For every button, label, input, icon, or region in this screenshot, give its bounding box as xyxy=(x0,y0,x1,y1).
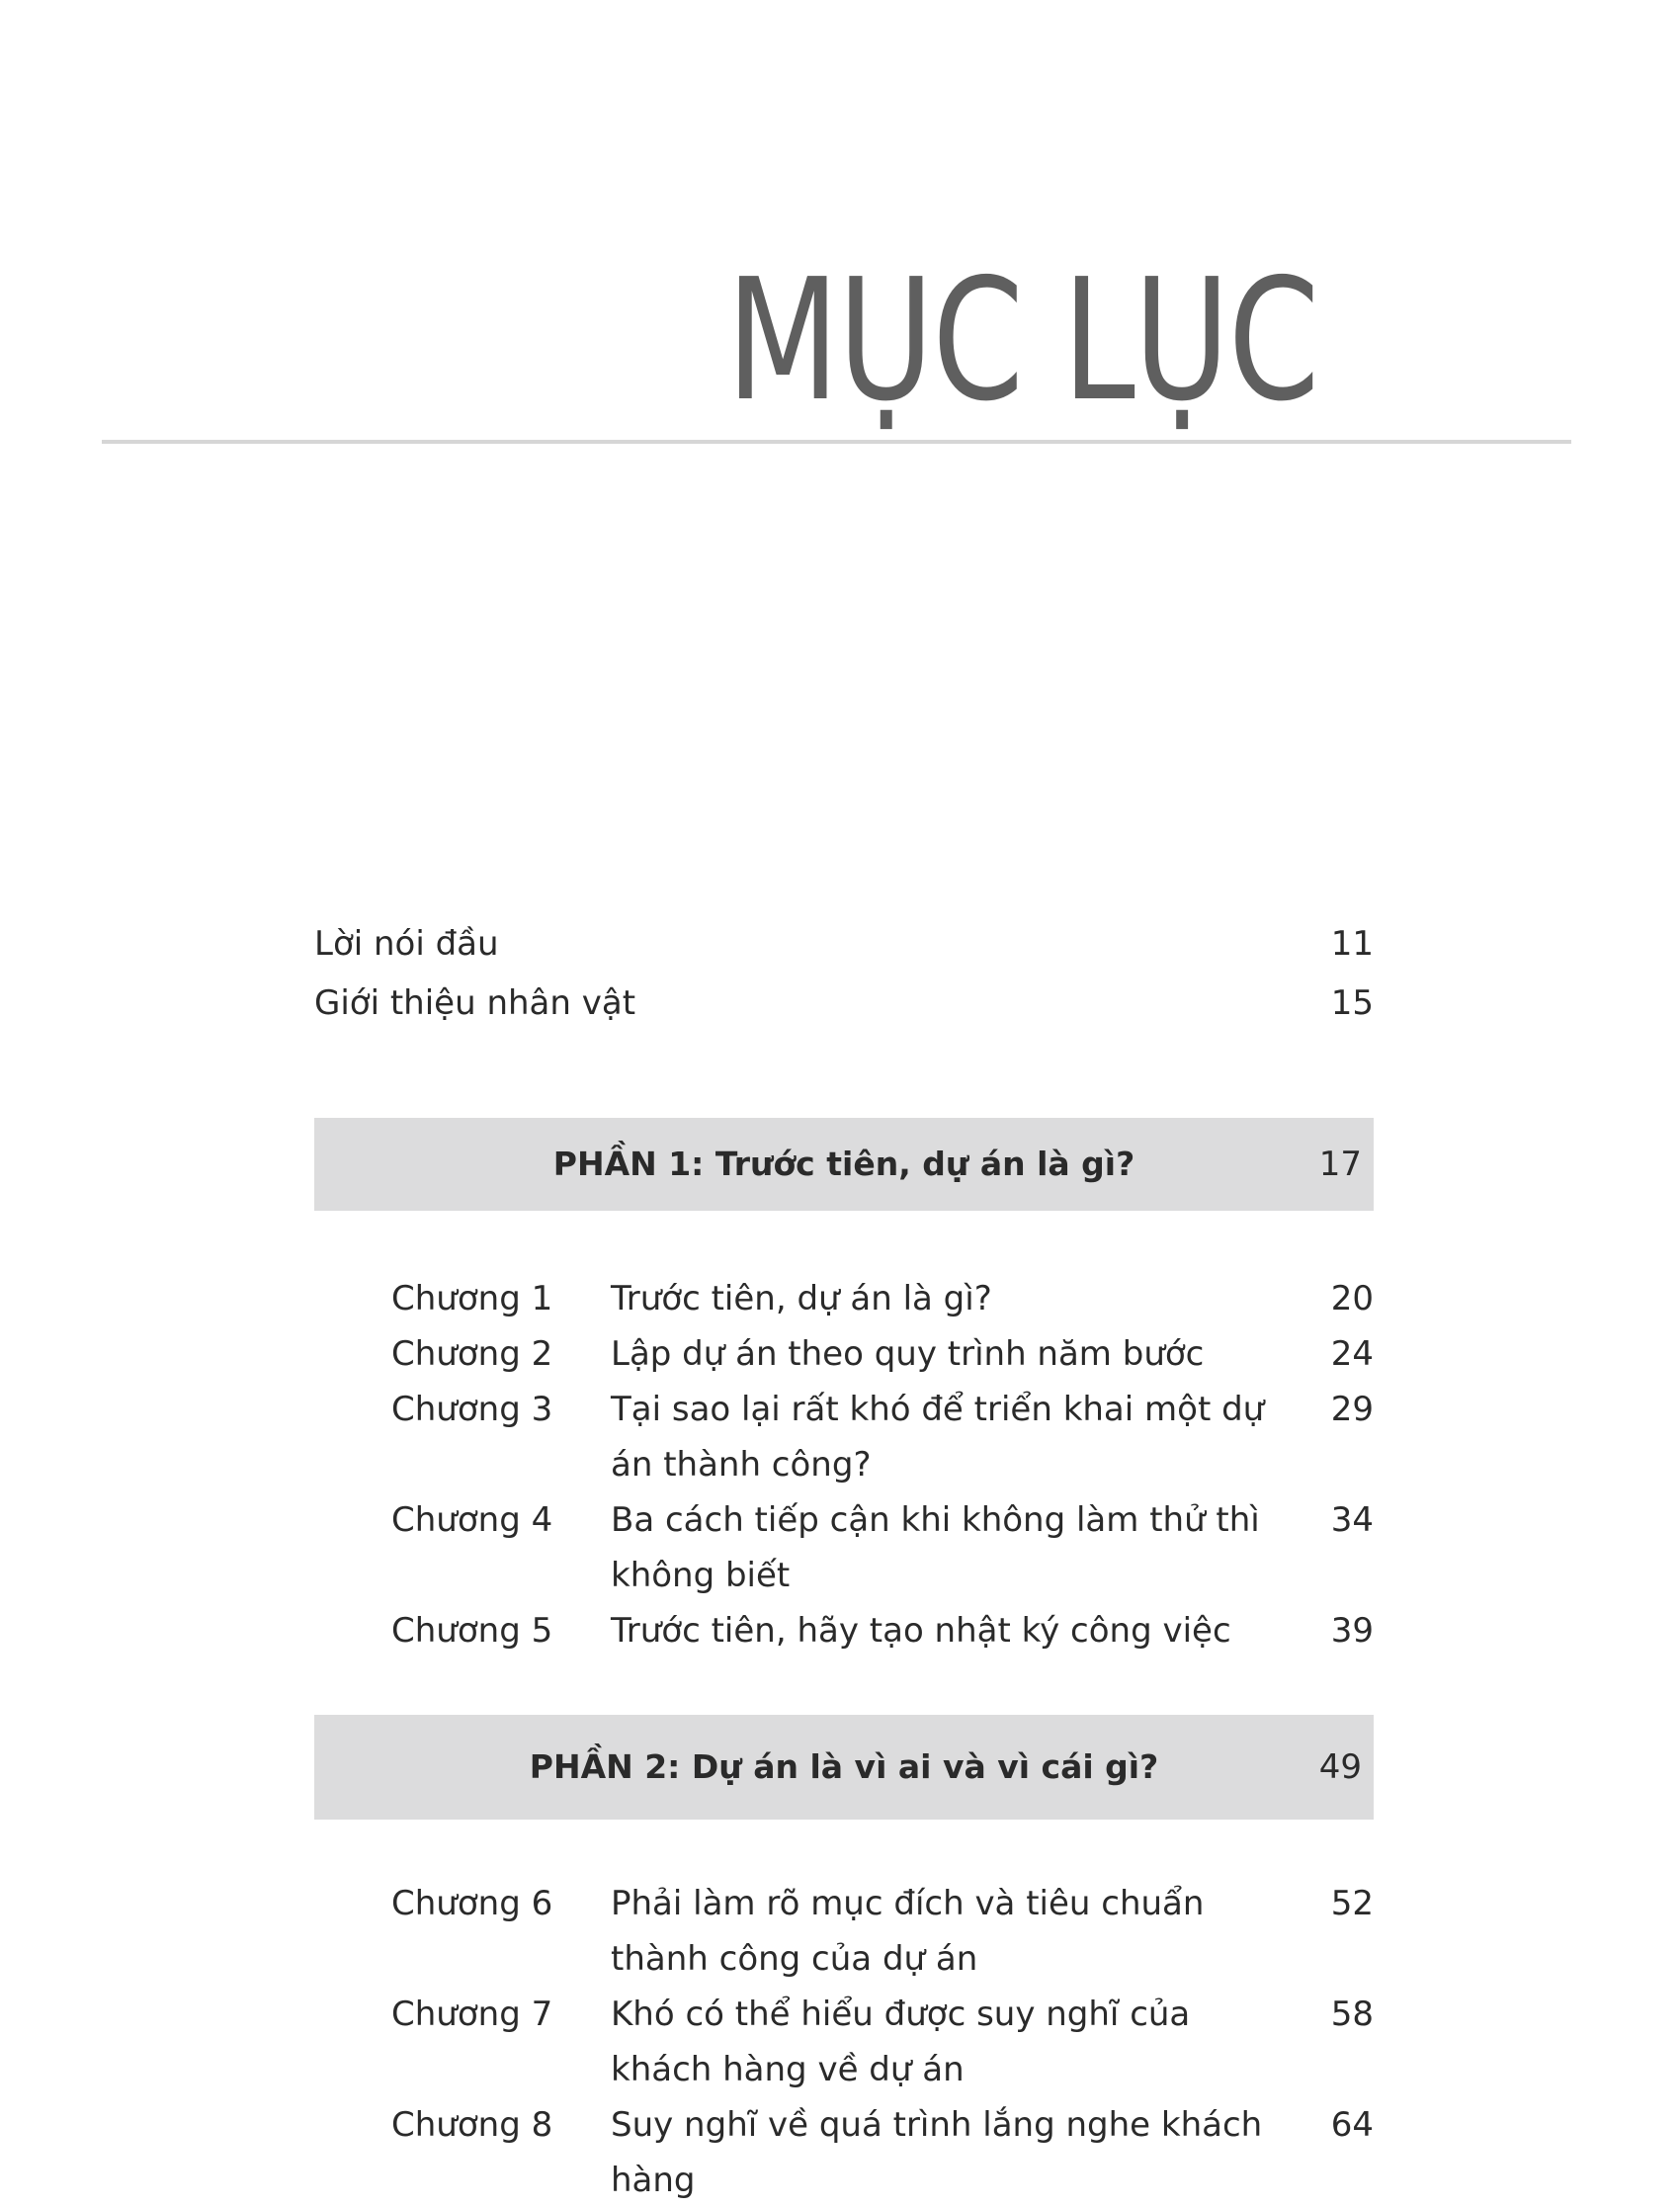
toc-entry-title: Lời nói đầu xyxy=(314,924,499,964)
chapter-page: 24 xyxy=(1330,1334,1374,1374)
chapter-label: Chương 4 xyxy=(391,1500,553,1540)
chapter-entry-8[interactable] xyxy=(391,2097,1374,2208)
part-page: 17 xyxy=(1318,1145,1362,1184)
toc-entry-preface[interactable] xyxy=(314,914,1374,974)
part-1-chapter-list xyxy=(391,1271,1374,1658)
chapter-page: 39 xyxy=(1330,1611,1374,1651)
chapter-page: 58 xyxy=(1330,1995,1374,2034)
chapter-label: Chương 2 xyxy=(391,1334,553,1374)
chapter-label: Chương 7 xyxy=(391,1995,553,2034)
chapter-title: Khó có thể hiểu được suy nghĩ của khách hàng về dự án xyxy=(611,1995,1191,2089)
part-title: PHẦN 1: Trước tiên, dự án là gì? xyxy=(552,1145,1135,1183)
chapter-label: Chương 8 xyxy=(391,2105,553,2145)
chapter-title: Phải làm rõ mục đích và tiêu chuẩn thành công của dự án xyxy=(611,1884,1205,1979)
chapter-page: 64 xyxy=(1330,2105,1374,2145)
toc-entry-page: 15 xyxy=(1330,983,1374,1023)
page-title: MỤC LỤC xyxy=(726,243,1318,439)
chapter-entry-6[interactable] xyxy=(391,1876,1374,1987)
chapter-entry-5[interactable] xyxy=(391,1603,1374,1658)
chapter-page: 34 xyxy=(1330,1500,1374,1540)
title-divider xyxy=(102,440,1571,444)
chapter-entry-3[interactable] xyxy=(391,1382,1374,1492)
chapter-page: 29 xyxy=(1330,1390,1374,1429)
chapter-title: Ba cách tiếp cận khi không làm thử thì không biết xyxy=(611,1500,1260,1595)
toc-entry-characters[interactable] xyxy=(314,974,1374,1033)
chapter-title: Suy nghĩ về quá trình lắng nghe khách hàng xyxy=(611,2105,1263,2200)
part-title: PHẦN 2: Dự án là vì ai và vì cái gì? xyxy=(529,1747,1159,1786)
chapter-title: Lập dự án theo quy trình năm bước xyxy=(611,1334,1205,1374)
chapter-label: Chương 1 xyxy=(391,1279,553,1318)
part-2-header[interactable] xyxy=(314,1715,1374,1820)
chapter-page: 52 xyxy=(1330,1884,1374,1923)
chapter-title: Trước tiên, hãy tạo nhật ký công việc xyxy=(611,1611,1231,1651)
toc-entry-page: 11 xyxy=(1330,924,1374,964)
chapter-page: 20 xyxy=(1330,1279,1374,1318)
chapter-entry-1[interactable] xyxy=(391,1271,1374,1326)
chapter-label: Chương 6 xyxy=(391,1884,553,1923)
chapter-entry-4[interactable] xyxy=(391,1492,1374,1603)
chapter-entry-7[interactable] xyxy=(391,1987,1374,2097)
chapter-title: Trước tiên, dự án là gì? xyxy=(611,1279,992,1318)
part-1-header[interactable] xyxy=(314,1118,1374,1211)
toc-entry-title: Giới thiệu nhân vật xyxy=(314,983,636,1023)
part-page: 49 xyxy=(1318,1747,1362,1787)
chapter-label: Chương 5 xyxy=(391,1611,553,1651)
chapter-label: Chương 3 xyxy=(391,1390,553,1429)
part-2-chapter-list xyxy=(391,1876,1374,2208)
chapter-entry-2[interactable] xyxy=(391,1326,1374,1382)
chapter-title: Tại sao lại rất khó để triển khai một dự án thành công? xyxy=(611,1390,1265,1485)
